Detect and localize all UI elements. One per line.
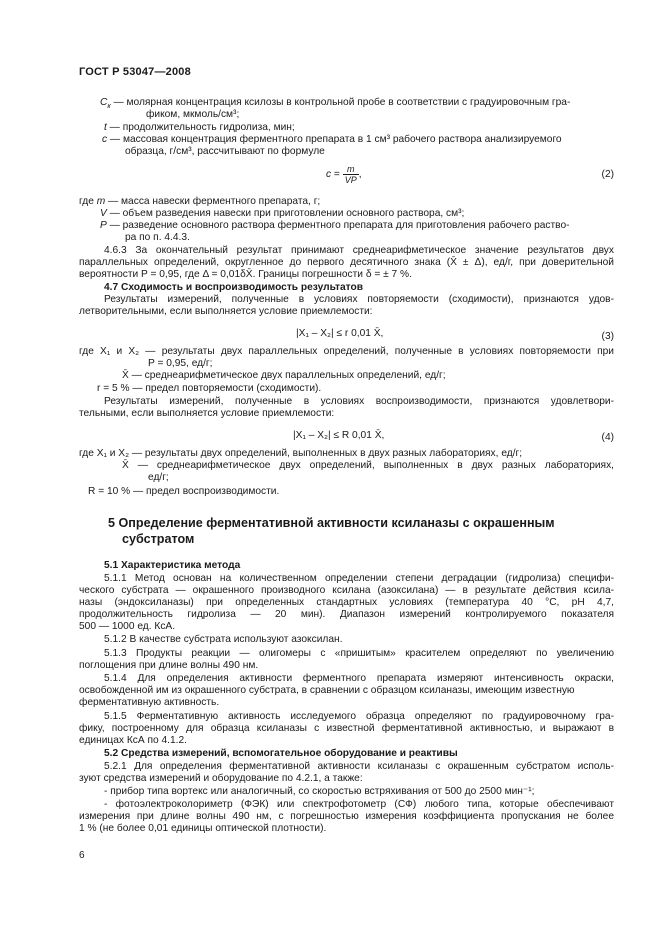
def-m: где m — масса навески ферментного препарата, г; (79, 196, 321, 207)
equation-3: |X₁ – X₂| ≤ r 0,01 X̄, (296, 328, 384, 339)
p463-line3: вероятности P = 0,95, где Δ = 0,01δX̄. Границы погрешности δ = ± 7 %. (79, 269, 412, 280)
def4-line2: X̄ — среднеарифметическое двух определений, выполненных в двух разных лабораториях, (122, 460, 614, 471)
p511-line1: 5.1.1 Метод основан на количественном определении степени деградации (гидролиза) специфи- (104, 573, 614, 584)
heading-5-2: 5.2 Средства измерений, вспомогательное оборудование и реактивы (104, 748, 458, 759)
p47b-line1: Результаты измерений, полученные в условиях воспроизводимости, признаются удовлетвори- (104, 396, 614, 407)
page-header: ГОСТ Р 53047—2008 (79, 66, 191, 78)
p511-line2: ческого субстрата — окрашенного производного ксилана (азоксилана) — в результате действия ксила- (79, 585, 614, 596)
p515-line3: единицах КсА по 4.1.2. (79, 735, 187, 746)
p47a-line1: Результаты измерений, полученные в условиях повторяемости (сходимости), признаются удов- (104, 294, 614, 305)
p513-line1: 5.1.3 Продукты реакции — олигомеры с «пришитым» красителем определяют по увеличению (104, 648, 614, 659)
equation-4-number: (4) (601, 432, 614, 443)
def-c-cont: образца, г/см³, рассчитывают по формуле (125, 146, 325, 157)
fraction: $\frac{m}{VP}$ (344, 164, 357, 185)
section-5-title-line2: субстратом (122, 532, 195, 546)
p511-line5: 500 — 1000 ед. КсА. (79, 621, 176, 632)
p511-line3: назы (эндоксиланазы) при определенных стандартных условиях (температура 40 °С, pH 4,7, (79, 597, 614, 608)
def4-line3: ед/г; (148, 472, 169, 483)
p515-line1: 5.1.5 Ферментативную активность исследуемого образца определяют по градуировочному гра- (104, 711, 614, 722)
def-ck: $C_к$ — молярная концентрация ксилозы в контрольной пробе в соответствии с градуировочным гра- (100, 97, 571, 111)
p514-line3: ферментативную активность. (79, 697, 220, 708)
def4-line1: где X₁ и X₂ — результаты двух определений, выполненных в двух разных лабораториях, ед/г; (79, 448, 523, 459)
bullet-photometer-line3: 1 % (не более 0,01 единицы оптической плотности). (79, 823, 327, 834)
bullet-photometer-line1: - фотоэлектроколориметр (ФЭК) или спектрофотометр (СФ) любого типа, которые обеспечивают (104, 799, 614, 810)
def-ck-cont: фиком, мкмоль/см³; (146, 109, 240, 120)
heading-4-7: 4.7 Сходимость и воспроизводимость результатов (104, 282, 363, 293)
p47b-line2: тельными, если выполняется условие приемлемости: (79, 408, 335, 419)
bullet-photometer-line2: измерения при длине волны 490 нм, с погрешностью измерения коэффициента пропускания не более (79, 811, 614, 822)
section-5-title-line1: 5 Определение ферментативной активности ксиланазы с окрашенным (108, 516, 555, 530)
p514-line2: освобожденной им из окрашенного субстрата, в сравнении с образцом ксиланазы, имеющим известную (79, 685, 575, 696)
p513-line2: поглощения при длине волны 490 нм. (79, 660, 259, 671)
heading-5-1: 5.1 Характеристика метода (104, 560, 241, 571)
bullet-vortex: - прибор типа вортекс или аналогичный, со скоростью встряхивания от 500 до 2500 мин⁻¹; (104, 786, 535, 797)
def4-line4: R = 10 % — предел воспроизводимости. (88, 486, 280, 497)
def-p: P — разведение основного раствора ферментного препарата для приготовления рабочего раство- (100, 220, 570, 231)
p463-line2: параллельных определений, округленное до первого десятичного знака (X̄ ± Δ), ед/г, при доверительной (79, 257, 614, 268)
p521-line2: зуют средства измерений и оборудование по 4.2.1, а также: (79, 773, 363, 784)
def3-line4: r = 5 % — предел повторяемости (сходимости). (97, 383, 322, 394)
equation-2: c = $\frac{m}{VP}$ , (326, 164, 362, 185)
p47a-line2: летворительными, если выполняется условие приемлемости: (79, 306, 373, 317)
def3-line1: где X₁ и X₂ — результаты двух параллельных определений, полученные в условиях повторяемости при (79, 346, 614, 357)
def3-line2: P = 0,95, ед/г; (148, 358, 213, 369)
def-p-cont: ра по п. 4.4.3. (125, 232, 190, 243)
def-v: V — объем разведения навески при приготовлении основного раствора, см³; (100, 208, 465, 219)
p521-line1: 5.2.1 Для определения ферментативной активности ксиланазы с окрашенным субстратом исполь- (104, 761, 614, 772)
p512: 5.1.2 В качестве субстрата используют азоксилан. (104, 634, 343, 645)
equation-2-number: (2) (601, 169, 614, 180)
equation-4: |X₁ – X₂| ≤ R 0,01 X̄, (293, 430, 385, 441)
page-number: 6 (79, 850, 85, 861)
def3-line3: X̄ — среднеарифметическое двух параллельных определений, ед/г; (122, 370, 446, 381)
p463-line1: 4.6.3 За окончательный результат принимают среднеарифметическое значение результатов двух (104, 245, 614, 256)
def-t: t — продолжительность гидролиза, мин; (104, 122, 295, 133)
def-c: c — массовая концентрация ферментного препарата в 1 см³ рабочего раствора анализируемого (102, 134, 562, 145)
p514-line1: 5.1.4 Для определения активности ферментного препарата измеряют интенсивность окраски, (104, 673, 614, 684)
equation-3-number: (3) (601, 331, 614, 342)
p515-line2: фику, построенному для образца ксиланазы с известной ферментативной активностью, и выражают в (79, 723, 614, 734)
p511-line4: продолжительность гидролиза — 20 мин). Диапазон измерений контролируемого показателя (79, 609, 614, 620)
